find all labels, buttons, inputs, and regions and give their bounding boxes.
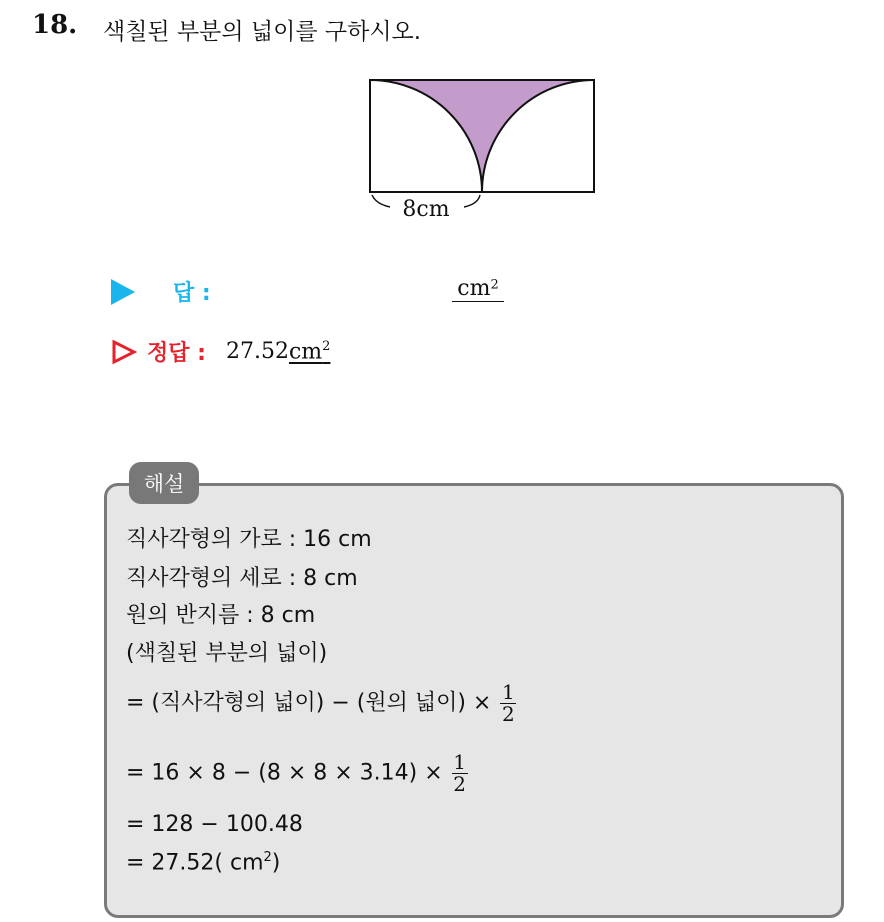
play-icon bbox=[111, 279, 135, 305]
answer-unit: cm bbox=[457, 276, 491, 301]
solution-line-2: 직사각형의 세로 : 8 cm bbox=[126, 566, 358, 591]
figure-diagram bbox=[360, 72, 620, 232]
dimension-label: 8cm bbox=[402, 197, 450, 222]
question-number: 18. bbox=[32, 10, 78, 40]
answer-unit-exp: 2 bbox=[490, 277, 499, 293]
solution-line-8: = 27.52( $cm^2$) bbox=[126, 850, 281, 876]
solution-line-5: = (직사각형의 넓이) − (원의 넓이) × $\frac{1}{2}$ bbox=[126, 680, 515, 726]
solution-line-7: = 128 − 100.48 bbox=[126, 812, 303, 837]
question-text: 색칠된 부분의 넓이를 구하시오. bbox=[103, 19, 422, 45]
answer-blank[interactable] bbox=[452, 276, 504, 302]
correct-label: 정답 : bbox=[147, 341, 206, 366]
solution-line-6: = 16 × 8 − (8 × 8 × 3.14) × $\frac{1}{2}$ bbox=[126, 750, 467, 796]
correct-row bbox=[111, 336, 330, 367]
correct-unit: $cm^2$ bbox=[288, 338, 331, 365]
fraction-half: $\frac{1}{2}$ bbox=[502, 680, 515, 726]
solution-line-3: 원의 반지름 : 8 cm bbox=[126, 603, 316, 628]
solution-line-4: (색칠된 부분의 넓이) bbox=[126, 641, 328, 666]
solution-line-1: 직사각형의 가로 : 16 cm bbox=[126, 527, 372, 552]
fraction-half-2: $\frac{1}{2}$ bbox=[453, 750, 467, 796]
correct-value: 27.52 bbox=[225, 339, 289, 364]
shaded-region bbox=[370, 80, 594, 192]
answer-label: 답 : bbox=[173, 281, 211, 306]
answer-row bbox=[111, 276, 211, 307]
play-outline-icon bbox=[111, 339, 137, 365]
solution-tag: 해설 bbox=[129, 462, 199, 504]
